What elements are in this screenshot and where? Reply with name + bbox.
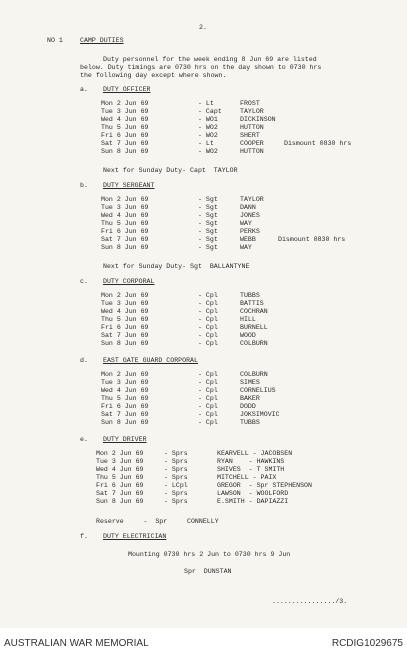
duty-row-day: Tue 3 Jun 69 [101, 108, 149, 115]
duty-row-name: COOPER [240, 140, 264, 147]
item-number: NO 1 [47, 37, 63, 44]
duty-row-note: Dismount 0830 hrs [278, 236, 346, 243]
duty-row-name: GREGOR - Spr STEPHENSON [217, 482, 312, 489]
duty-row-name: WAY [240, 220, 252, 227]
duty-row-day: Sun 8 Jun 69 [101, 340, 149, 347]
duty-row-name: WOOD [240, 332, 256, 339]
section-heading: DUTY SERGEANT [103, 182, 155, 189]
duty-row-day: Sun 8 Jun 69 [96, 498, 144, 505]
reserve-line: Reserve - Spr CONNELLY [96, 518, 219, 525]
duty-row-name: BATTIS [240, 300, 264, 307]
duty-row-name: HUTTON [240, 124, 264, 131]
duty-row-day: Thu 5 Jun 69 [101, 316, 149, 323]
duty-row-rank: - WO1 [198, 116, 218, 123]
duty-row-name: WEBB [240, 236, 256, 243]
duty-row-name: PERKS [240, 228, 260, 235]
duty-row-day: Thu 5 Jun 69 [101, 395, 149, 402]
duty-row-day: Tue 3 Jun 69 [101, 204, 149, 211]
duty-row-rank: - Sprs [164, 450, 188, 457]
duty-row-rank: - Cpl [198, 324, 218, 331]
duty-row-name: FROST [240, 100, 260, 107]
duty-row-name: MITCHELL - PAIX [217, 474, 277, 481]
duty-row-rank: - Cpl [198, 395, 218, 402]
duty-row-day: Sun 8 Jun 69 [101, 419, 149, 426]
duty-row-name: TUBBS [240, 292, 260, 299]
duty-row-day: Sat 7 Jun 69 [101, 332, 149, 339]
archive-footer [0, 628, 407, 654]
duty-row-name: COCHRAN [240, 308, 268, 315]
intro-line-3: the following day except where shown. [80, 72, 227, 79]
duty-row-rank: - WO2 [198, 148, 218, 155]
duty-row-name: COLBURN [240, 340, 268, 347]
section-letter: b. [80, 182, 88, 189]
duty-row-day: Sun 8 Jun 69 [101, 148, 149, 155]
footer-source: AUSTRALIAN WAR MEMORIAL [4, 638, 149, 649]
duty-row-rank: - LCpl [164, 482, 188, 489]
duty-row-day: Mon 2 Jun 69 [101, 196, 149, 203]
duty-row-name: E.SMITH - DAPIAZZI [217, 498, 289, 505]
duty-row-rank: - Cpl [198, 387, 218, 394]
duty-row-rank: - Lt [198, 140, 214, 147]
duty-row-rank: - Cpl [198, 371, 218, 378]
duty-row-rank: - Cpl [198, 403, 218, 410]
section-heading: DUTY CORPORAL [103, 278, 155, 285]
duty-row-day: Wed 4 Jun 69 [101, 308, 149, 315]
duty-row-name: KEARVELL - JACOBSEN [217, 450, 293, 457]
duty-row-name: DODD [240, 403, 256, 410]
duty-row-rank: - Cpl [198, 379, 218, 386]
duty-row-rank: - Cpl [198, 419, 218, 426]
duty-row-day: Sat 7 Jun 69 [101, 236, 149, 243]
footer-record-id: RCDIG1029675 [331, 638, 403, 649]
duty-row-rank: - Cpl [198, 411, 218, 418]
duty-row-rank: - Sprs [164, 498, 188, 505]
duty-row-rank: - Sprs [164, 490, 188, 497]
duty-row-day: Mon 2 Jun 69 [101, 371, 149, 378]
duty-row-rank: - Cpl [198, 292, 218, 299]
duty-row-rank: - Cpl [198, 300, 218, 307]
section-letter: e. [80, 436, 88, 443]
duty-row-day: Tue 3 Jun 69 [96, 458, 144, 465]
duty-row-day: Sat 7 Jun 69 [96, 490, 144, 497]
next-sunday-duty: Next for Sunday Duty- Sgt BALLANTYNE [103, 263, 250, 270]
duty-row-rank: - Sprs [164, 458, 188, 465]
duty-row-rank: - Sgt [198, 212, 218, 219]
duty-row-rank: - Sgt [198, 220, 218, 227]
duty-row-name: COLBURN [240, 371, 268, 378]
electrician-period: Mounting 0730 hrs 2 Jun to 0730 hrs 9 Jun [128, 551, 291, 558]
next-sunday-duty: Next for Sunday Duty- Capt TAYLOR [103, 167, 238, 174]
duty-row-day: Mon 2 Jun 69 [101, 100, 149, 107]
duty-row-name: HILL [240, 316, 256, 323]
duty-row-name: TAYLOR [240, 108, 264, 115]
intro-line-2: below. Duty timings are 0730 hrs on the day shown to 0730 hrs [80, 64, 322, 71]
duty-row-day: Tue 3 Jun 69 [101, 300, 149, 307]
duty-row-day: Thu 5 Jun 69 [101, 220, 149, 227]
duty-row-name: JONES [240, 212, 260, 219]
duty-row-name: BURNELL [240, 324, 268, 331]
duty-row-day: Mon 2 Jun 69 [101, 292, 149, 299]
duty-row-day: Fri 6 Jun 69 [101, 324, 149, 331]
section-letter: d. [80, 357, 88, 364]
duty-row-name: TAYLOR [240, 196, 264, 203]
duty-row-rank: - Sgt [198, 228, 218, 235]
section-letter: f. [80, 533, 88, 540]
electrician-name: Spr DUNSTAN [184, 568, 232, 575]
duty-row-name: CORNELIUS [240, 387, 276, 394]
duty-row-rank: - WO2 [198, 124, 218, 131]
duty-row-name: WAY [240, 244, 252, 251]
section-heading: EAST GATE GUARD CORPORAL [103, 357, 198, 364]
duty-row-rank: - Sgt [198, 196, 218, 203]
duty-row-name: SHERT [240, 132, 260, 139]
section-letter: c. [80, 278, 88, 285]
duty-row-day: Wed 4 Jun 69 [96, 466, 144, 473]
duty-row-day: Mon 2 Jun 69 [96, 450, 144, 457]
duty-row-day: Tue 3 Jun 69 [101, 379, 149, 386]
duty-row-day: Wed 4 Jun 69 [101, 116, 149, 123]
duty-row-rank: - Sprs [164, 466, 188, 473]
duty-row-rank: - Sprs [164, 474, 188, 481]
section-letter: a. [80, 86, 88, 93]
duty-row-rank: - Sgt [198, 204, 218, 211]
duty-row-day: Fri 6 Jun 69 [101, 403, 149, 410]
intro-line-1: Duty personnel for the week ending 8 Jun 69 are listed [103, 56, 317, 63]
duty-row-name: DANN [240, 204, 256, 211]
duty-row-rank: - Sgt [198, 236, 218, 243]
duty-row-day: Fri 6 Jun 69 [96, 482, 144, 489]
duty-row-day: Sat 7 Jun 69 [101, 140, 149, 147]
page-title: CAMP DUTIES [80, 37, 124, 44]
page-number: 2. [199, 24, 207, 31]
section-heading: DUTY OFFICER [103, 86, 151, 93]
duty-row-name: BAKER [240, 395, 260, 402]
duty-row-rank: - Capt [198, 108, 222, 115]
duty-row-name: JOKSIMOVIC [240, 411, 280, 418]
continuation-mark: ................/3. [272, 598, 348, 605]
duty-row-rank: - Lt [198, 100, 214, 107]
duty-row-rank: - WO2 [198, 132, 218, 139]
duty-row-rank: - Cpl [198, 340, 218, 347]
duty-row-name: SIMES [240, 379, 260, 386]
duty-row-day: Thu 5 Jun 69 [101, 124, 149, 131]
duty-row-name: RYAN - HAWKINS [217, 458, 285, 465]
duty-row-name: TUBBS [240, 419, 260, 426]
duty-row-day: Wed 4 Jun 69 [101, 387, 149, 394]
duty-row-note: Dismount 0830 hrs [284, 140, 352, 147]
duty-row-day: Sat 7 Jun 69 [101, 411, 149, 418]
section-heading: DUTY ELECTRICIAN [103, 533, 167, 540]
duty-row-day: Fri 6 Jun 69 [101, 228, 149, 235]
duty-row-day: Fri 6 Jun 69 [101, 132, 149, 139]
duty-row-name: DICKINSON [240, 116, 276, 123]
duty-row-day: Thu 5 Jun 69 [96, 474, 144, 481]
duty-row-rank: - Cpl [198, 332, 218, 339]
duty-row-rank: - Cpl [198, 316, 218, 323]
duty-row-rank: - Cpl [198, 308, 218, 315]
duty-row-day: Sun 8 Jun 69 [101, 244, 149, 251]
section-heading: DUTY DRIVER [103, 436, 147, 443]
duty-row-name: HUTTON [240, 148, 264, 155]
duty-row-name: LAWSON - WOOLFORD [217, 490, 289, 497]
duty-row-rank: - Sgt [198, 244, 218, 251]
duty-row-day: Wed 4 Jun 69 [101, 212, 149, 219]
duty-row-name: SHIVES - T SMITH [217, 466, 285, 473]
